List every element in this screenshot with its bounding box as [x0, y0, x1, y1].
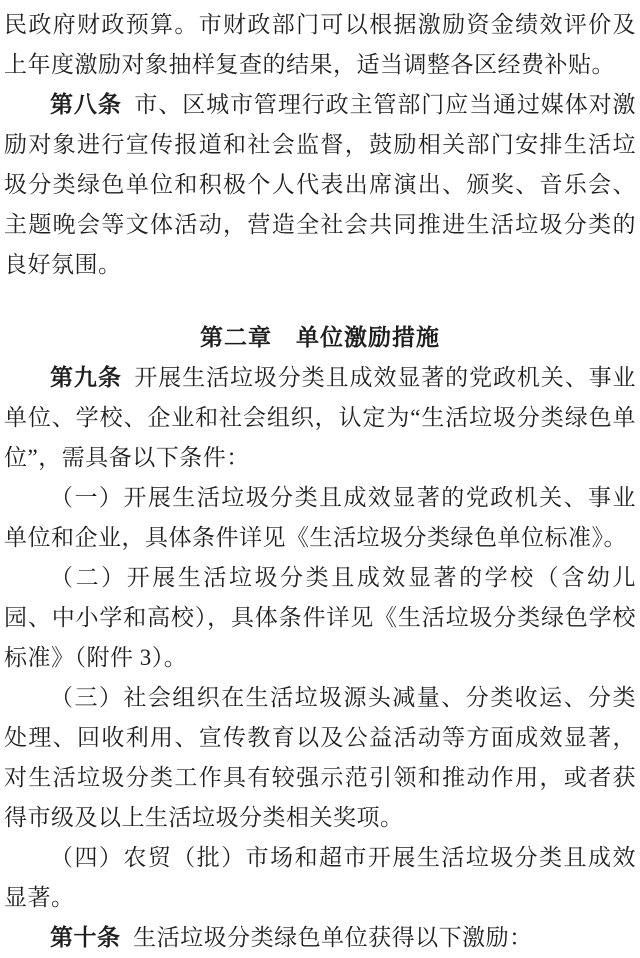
paragraph-item-4: [4, 838, 636, 918]
article-number-label: 第十条: [50, 925, 121, 950]
paragraph-text: 开展生活垃圾分类且成效显著的党政机关、事业单位、学校、企业和社会组织，认定为“生活垃圾分类绿色单位”，需具备以下条件：: [4, 365, 637, 470]
paragraph-item-3: [4, 678, 636, 838]
paragraph-text: （三）社会组织在生活垃圾源头减量、分类收运、分类处理、回收利用、宣传教育以及公益活动等方面成效显著，对生活垃圾分类工作具有较强示范引领和推动作用，或者获得市级及以上生活垃圾分类相关奖项。: [4, 685, 636, 830]
paragraph-continuation: [4, 5, 636, 85]
paragraph-article-8: [4, 85, 636, 285]
chapter-heading: 第二章 单位激励措施: [200, 325, 440, 350]
paragraph-text: （四）农贸（批）市场和超市开展生活垃圾分类且成效显著。: [4, 845, 636, 910]
paragraph-text: （二）开展生活垃圾分类且成效显著的学校（含幼儿园、中小学和高校），具体条件详见《生活垃圾分类绿色学校标准》（附件 3）。: [4, 565, 636, 670]
paragraph-text: （一）开展生活垃圾分类且成效显著的党政机关、事业单位和企业，具体条件详见《生活垃圾分类绿色单位标准》。: [4, 485, 636, 550]
paragraph-article-10: [4, 918, 636, 958]
paragraph-item-2: [4, 558, 636, 678]
paragraph-text: 民政府财政预算。市财政部门可以根据激励资金绩效评价及上年度激励对象抽样复查的结果，适当调整各区经费补贴。: [4, 12, 636, 77]
article-number-label: 第九条: [50, 365, 122, 390]
paragraph-text: 市、区城市管理行政主管部门应当通过媒体对激励对象进行宣传报道和社会监督，鼓励相关部门安排生活垃圾分类绿色单位和积极个人代表出席演出、颁奖、音乐会、主题晚会等文体活动，营造全社会共同推进生活垃圾分类的良好氛围。: [4, 92, 637, 277]
paragraph-item-1: [4, 478, 636, 558]
article-number-label: 第八条: [50, 92, 122, 117]
paragraph-text: 生活垃圾分类绿色单位获得以下激励：: [133, 925, 533, 950]
paragraph-article-9: [4, 358, 636, 478]
